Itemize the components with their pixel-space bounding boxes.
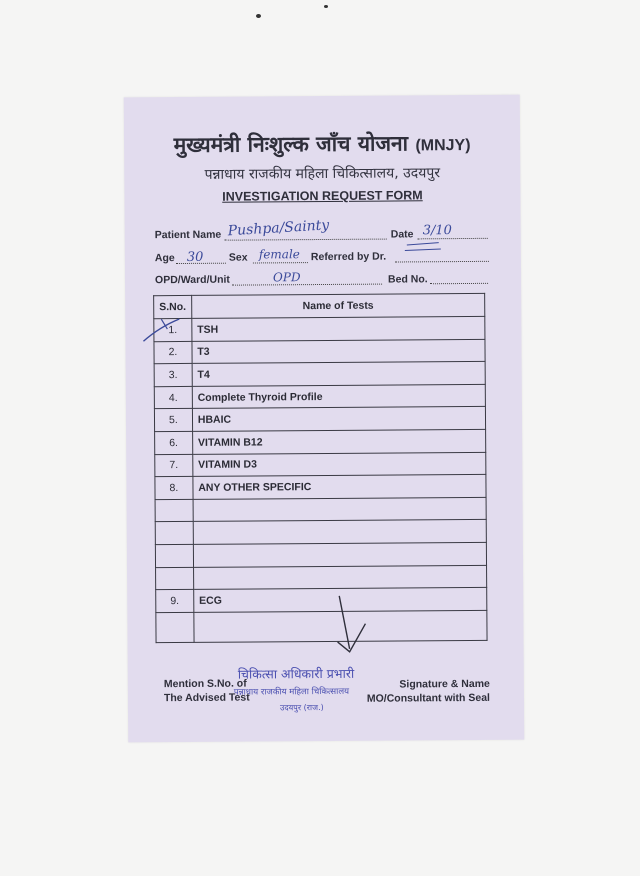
tick-mark-icon	[141, 315, 181, 345]
row-test-name: VITAMIN D3	[193, 452, 486, 477]
patient-name-value[interactable]: Pushpa/Sainty	[227, 217, 330, 240]
table-row[interactable]	[156, 610, 487, 642]
table-row[interactable]	[154, 339, 485, 364]
tests-table	[153, 293, 487, 643]
row-sno: 8.	[155, 477, 193, 500]
table-row[interactable]	[155, 475, 486, 500]
row-sno: 9.	[156, 590, 194, 613]
date-label: Date	[390, 228, 414, 241]
form-heading: INVESTIGATION REQUEST FORM	[222, 188, 423, 204]
footer-signature	[362, 677, 490, 706]
date-value[interactable]: 3/10	[422, 223, 452, 239]
referred-scribble	[405, 249, 441, 252]
stamp-line2: पन्नाधाय राजकीय महिला चिकित्सालय	[233, 686, 350, 698]
row-sno: 2.	[154, 341, 192, 364]
table-row[interactable]	[156, 587, 487, 612]
row-test-name	[193, 497, 486, 522]
footer-left-line2: The Advised Test	[163, 691, 250, 705]
row-sno: 1.	[154, 318, 192, 341]
age-value[interactable]: 30	[186, 249, 204, 265]
bed-line	[430, 283, 488, 284]
row-test-name: T4	[192, 362, 485, 387]
footer-right-line1: Signature & Name	[399, 677, 490, 691]
table-row[interactable]	[155, 429, 486, 454]
table-row[interactable]	[156, 565, 487, 590]
patient-name-label: Patient Name	[154, 228, 222, 242]
col-name: Name of Tests	[191, 293, 484, 318]
stamp-line3: उदयपुर (राज.)	[279, 703, 324, 713]
bed-label: Bed No.	[387, 273, 428, 286]
table-row[interactable]	[154, 316, 485, 341]
sex-line	[253, 262, 308, 263]
investigation-form	[124, 95, 524, 743]
row-test-name: HBAIC	[192, 407, 485, 432]
row-sno	[155, 522, 193, 545]
row-sno: 6.	[155, 431, 193, 454]
opd-value[interactable]: OPD	[272, 270, 301, 285]
sex-value[interactable]: female	[258, 247, 300, 262]
referred-line	[395, 261, 489, 263]
row-sno: 7.	[155, 454, 193, 477]
row-test-name	[193, 520, 486, 545]
row-sno	[156, 567, 194, 590]
row-test-name: ECG	[194, 587, 487, 612]
scheme-name: मुख्यमंत्री निःशुल्क जाँच योजना	[173, 131, 409, 158]
row-test-name: VITAMIN B12	[192, 429, 485, 454]
paper-speck	[324, 5, 328, 8]
age-label: Age	[154, 252, 175, 265]
table-row[interactable]	[155, 497, 486, 522]
referred-scribble	[407, 242, 439, 245]
referred-label: Referred by Dr.	[310, 250, 387, 264]
signature-arrow-icon	[327, 594, 377, 664]
row-sno: 5.	[154, 409, 192, 432]
scheme-abbr: (MNJY)	[415, 136, 471, 155]
row-test-name: T3	[192, 339, 485, 364]
row-sno: 4.	[154, 386, 192, 409]
row-test-name	[193, 542, 486, 567]
table-header-row	[154, 293, 485, 318]
table-row[interactable]	[155, 542, 486, 567]
footer-right-line2: MO/Consultant with Seal	[366, 691, 490, 705]
row-test-name: TSH	[192, 316, 485, 341]
row-test-name: Complete Thyroid Profile	[192, 384, 485, 409]
form-title-hindi	[124, 129, 520, 160]
patient-name-line	[225, 239, 387, 241]
table-row[interactable]	[154, 407, 485, 432]
row-sno	[156, 612, 194, 642]
row-test-name: ANY OTHER SPECIFIC	[193, 475, 486, 500]
stamp-line1: चिकित्सा अधिकारी प्रभारी	[237, 665, 355, 682]
table-row[interactable]	[154, 362, 485, 387]
footer-left-line1: Mention S.No. of	[163, 677, 247, 691]
table-row[interactable]	[154, 384, 485, 409]
row-sno	[155, 544, 193, 567]
opd-label: OPD/Ward/Unit	[154, 273, 230, 287]
row-sno: 3.	[154, 364, 192, 387]
hospital-name: पन्नाधाय राजकीय महिला चिकित्सालय, उदयपुर	[204, 165, 441, 183]
table-row[interactable]	[155, 452, 486, 477]
col-sno: S.No.	[154, 295, 192, 318]
sex-label: Sex	[228, 251, 248, 264]
row-test-name	[193, 565, 486, 590]
paper-speck	[256, 14, 261, 18]
opd-line	[232, 284, 382, 286]
row-sno	[155, 499, 193, 522]
table-row[interactable]	[155, 520, 486, 545]
